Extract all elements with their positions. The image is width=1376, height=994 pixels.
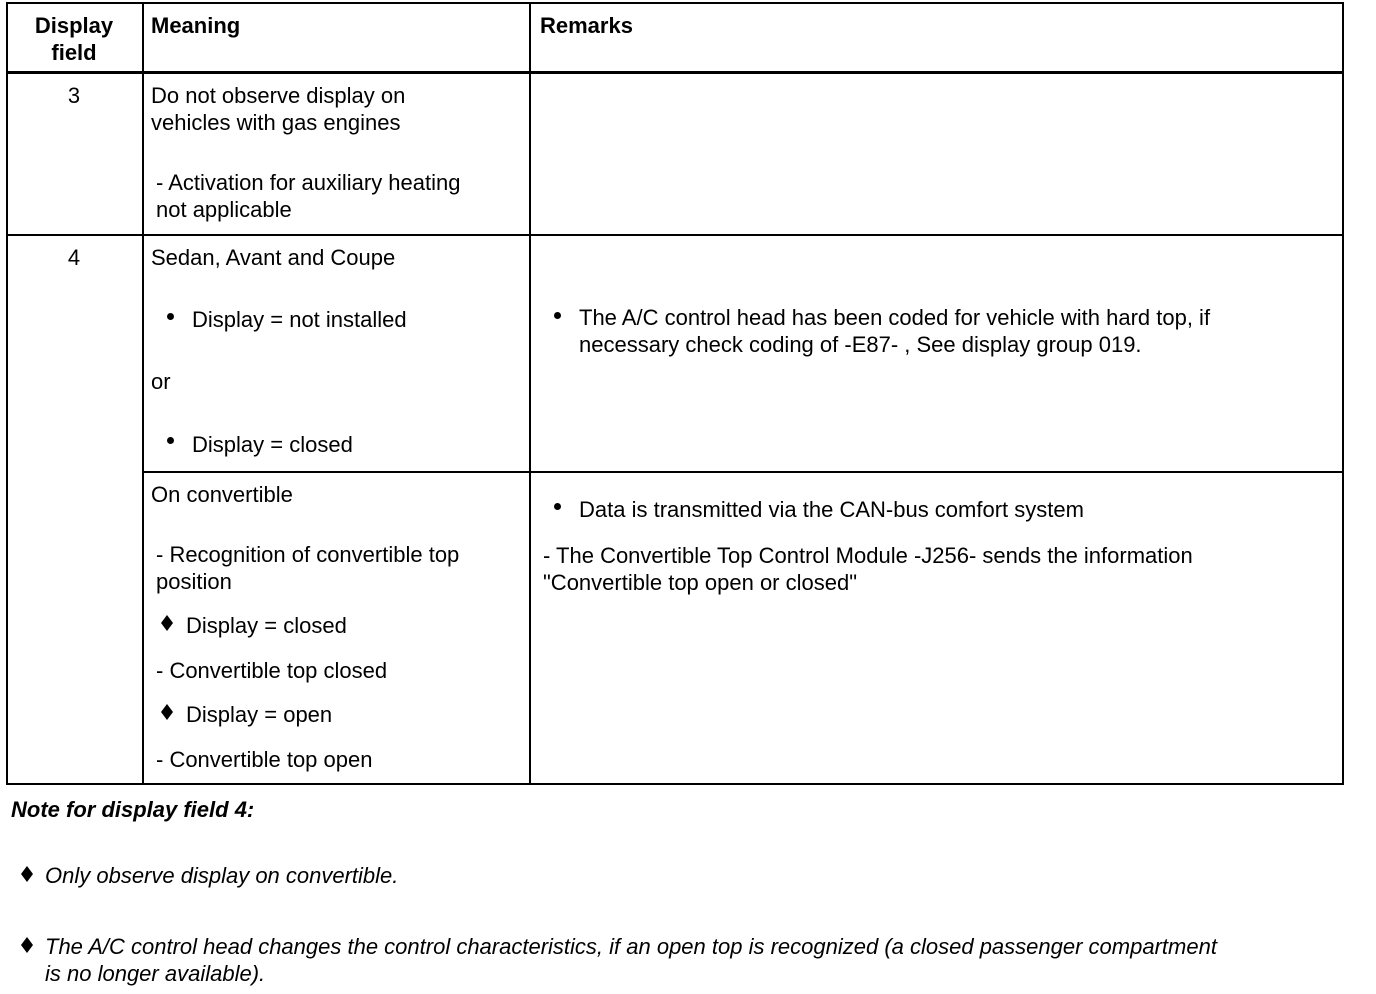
col-divider-2 bbox=[529, 2, 531, 785]
table-border-bottom bbox=[6, 783, 1344, 785]
row4-sedan-or: or bbox=[151, 369, 171, 394]
diamond-bullet-icon bbox=[161, 615, 173, 631]
row4-convertible-item1-desc: - Convertible top closed bbox=[156, 658, 388, 683]
row4-sedan-remark-2: necessary check coding of -E87- , See display group 019. bbox=[579, 332, 1142, 357]
row4-sedan-remark-1: The A/C control head has been coded for vehicle with hard top, if bbox=[579, 305, 1211, 330]
row3-divider bbox=[6, 234, 1344, 236]
row4-convertible-remark-1: - The Convertible Top Control Module -J256- sends the information bbox=[543, 543, 1193, 568]
note-item2-1: The A/C control head changes the control characteristics, if an open top is recognized (a closed passenger compartment bbox=[45, 934, 1217, 959]
bullet-dot-icon bbox=[554, 503, 561, 510]
note-item2-2: is no longer available). bbox=[45, 961, 266, 986]
header-remarks: Remarks bbox=[540, 13, 633, 38]
row4-convertible-remark-2: "Convertible top open or closed" bbox=[543, 570, 858, 595]
diamond-bullet-icon bbox=[21, 866, 33, 882]
row3-meaning-2: vehicles with gas engines bbox=[151, 110, 401, 135]
table-border-right bbox=[1342, 2, 1344, 785]
header-display-field: Display bbox=[34, 13, 114, 38]
diamond-bullet-icon bbox=[21, 937, 33, 953]
bullet-dot-icon bbox=[167, 313, 174, 320]
row4-convertible-item2: Display = open bbox=[186, 702, 333, 727]
table-header-divider bbox=[6, 71, 1344, 74]
table-border-top bbox=[6, 2, 1344, 4]
row3-meaning-1: Do not observe display on bbox=[151, 83, 406, 108]
row4-convertible-item1: Display = closed bbox=[186, 613, 347, 638]
row4-convertible-item2-desc: - Convertible top open bbox=[156, 747, 373, 772]
row4-convertible-title: On convertible bbox=[151, 482, 293, 507]
diamond-bullet-icon bbox=[161, 704, 173, 720]
bullet-dot-icon bbox=[554, 312, 561, 319]
header-meaning: Meaning bbox=[151, 13, 241, 38]
row4-convertible-remark-bullet: Data is transmitted via the CAN-bus comfort system bbox=[579, 497, 1084, 522]
row3-field: 3 bbox=[67, 83, 81, 108]
row4-sedan-title: Sedan, Avant and Coupe bbox=[151, 245, 396, 270]
col-divider-1 bbox=[142, 2, 144, 785]
row4-convertible-recog-2: position bbox=[156, 569, 232, 594]
row3-activation-2: not applicable bbox=[156, 197, 292, 222]
row4-field: 4 bbox=[67, 245, 81, 270]
bullet-dot-icon bbox=[167, 437, 174, 444]
table-border-left bbox=[6, 2, 8, 785]
row4-sedan-bullet1: Display = not installed bbox=[192, 307, 407, 332]
row4-convertible-recog-1: - Recognition of convertible top bbox=[156, 542, 460, 567]
note-title: Note for display field 4: bbox=[11, 797, 255, 822]
note-item1: Only observe display on convertible. bbox=[45, 863, 399, 888]
row3-activation-1: - Activation for auxiliary heating bbox=[156, 170, 461, 195]
header-display-field-2: field bbox=[51, 40, 97, 65]
row4-subdivider bbox=[143, 471, 1344, 473]
row4-sedan-bullet2: Display = closed bbox=[192, 432, 353, 457]
